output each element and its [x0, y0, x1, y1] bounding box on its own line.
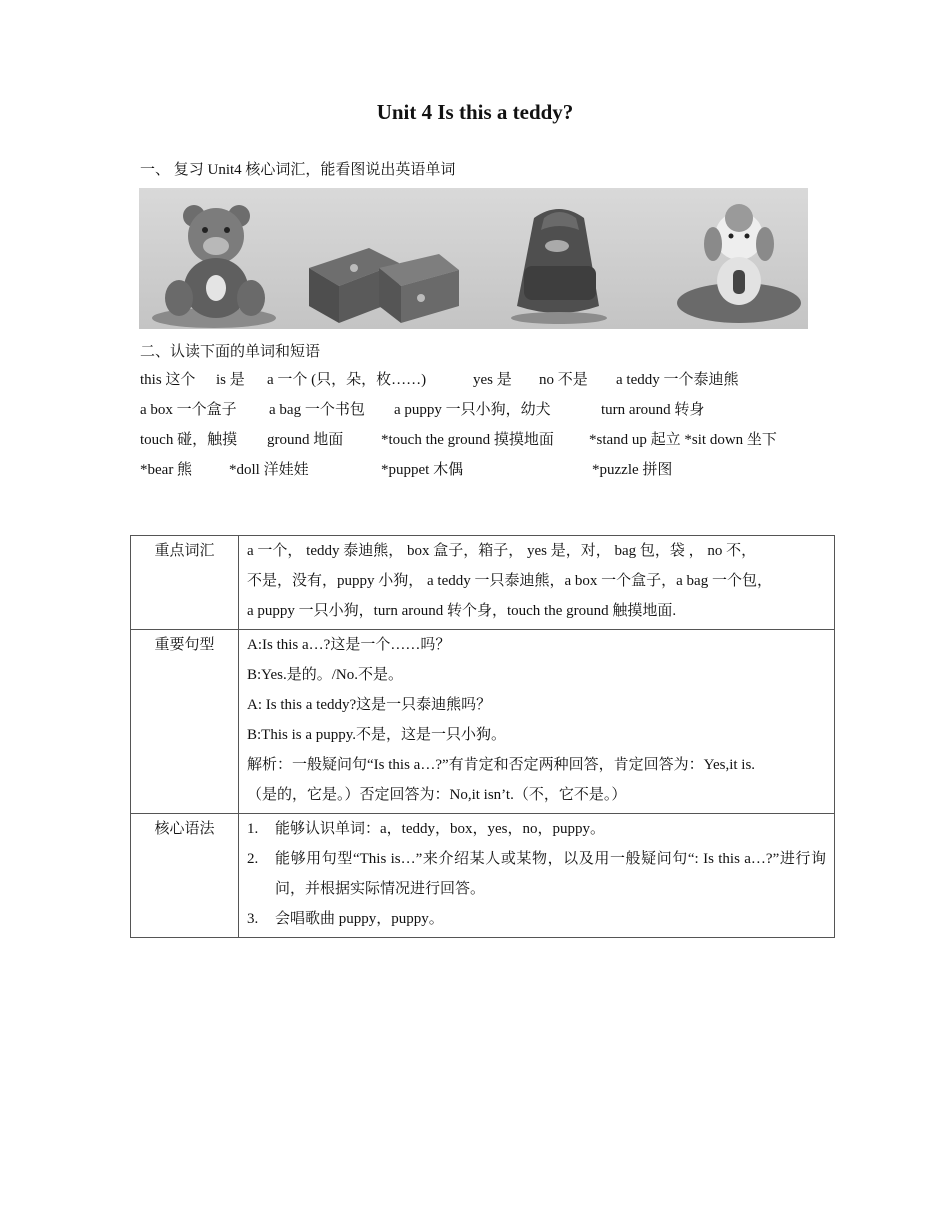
vocab-item: is 是	[216, 372, 245, 388]
content-line: （是的，它是。）否定回答为：No,it isn’t.（不，它不是。）	[247, 787, 627, 803]
vocab-item: no 不是	[539, 372, 588, 388]
page-title: Unit 4 Is this a teddy?	[376, 100, 574, 124]
content-line: B:Yes.是的。/No.不是。	[247, 667, 403, 683]
row-label: 重要句型	[131, 630, 239, 814]
table-row	[131, 630, 835, 814]
content-line: 解析：一般疑问句“Is this a…?”有肯定和否定两种回答，肯定回答为：Yes,it is.	[247, 757, 756, 773]
content-line: B:This is a puppy.不是，这是一只小狗。	[247, 727, 507, 743]
vocab-item: touch 碰，触摸	[140, 432, 238, 448]
vocab-item: *doll 洋娃娃	[229, 462, 309, 478]
vocab-item: a box 一个盒子	[140, 402, 237, 418]
vocab-item: a puppy 一只小狗，幼犬	[394, 402, 551, 418]
content-line: a 一个， teddy 泰迪熊， box 盒子，箱子， yes 是，对， bag 包，袋 ， no 不，	[247, 543, 757, 559]
list-item	[247, 844, 826, 904]
row-content	[239, 536, 835, 630]
table-row	[131, 814, 835, 938]
row-label: 核心语法	[131, 814, 239, 938]
list-item	[247, 814, 826, 844]
section-1-heading: 一、 复习 Unit4 核心词汇，能看图说出英语单词	[140, 162, 456, 178]
table-row	[131, 536, 835, 630]
list-number: 2.	[247, 851, 259, 867]
vocab-item: turn around 转身	[601, 402, 705, 418]
content-line: A:Is this a…?这是一个……吗？	[247, 637, 451, 653]
vocab-item: *puzzle 拼图	[592, 462, 673, 478]
content-line: a puppy 一只小狗，turn around 转个身，touch the ground 触摸地面.	[247, 603, 677, 619]
vocab-item: *touch the ground 摸摸地面	[381, 432, 554, 448]
list-text: 能够认识单词：a，teddy，box，yes，no，puppy。	[275, 821, 605, 837]
list-item	[247, 904, 826, 934]
content-line: 不是，没有，puppy 小狗， a teddy 一只泰迪熊，a box 一个盒子，a bag 一个包，	[247, 573, 772, 589]
list-text: 能够用句型“This is…”来介绍某人或某物，以及用一般疑问句“: Is this a…?”进行询问，并根据实际情况进行回答。	[275, 851, 826, 897]
row-content	[239, 630, 835, 814]
row-label: 重点词汇	[131, 536, 239, 630]
section-2-heading: 二、认读下面的单词和短语	[140, 344, 321, 360]
list-number: 1.	[247, 821, 259, 837]
vocab-item: a bag 一个书包	[269, 402, 365, 418]
row-content	[239, 814, 835, 938]
vocab-item: *puppet 木偶	[381, 462, 464, 478]
vocab-item: yes 是	[473, 372, 512, 388]
vocab-item: *stand up 起立 *sit down 坐下	[589, 432, 777, 448]
vocab-item: this 这个	[140, 372, 196, 388]
vocabulary-photo	[139, 188, 808, 329]
vocab-item: *bear 熊	[140, 462, 193, 478]
list-number: 3.	[247, 911, 259, 927]
summary-table	[130, 535, 835, 938]
vocab-item: ground 地面	[267, 432, 344, 448]
vocab-item: a teddy 一个泰迪熊	[616, 372, 739, 388]
vocab-item: a 一个 (只，朵，枚……)	[267, 372, 427, 388]
content-line: A: Is this a teddy?这是一只泰迪熊吗？	[247, 697, 492, 713]
list-text: 会唱歌曲 puppy，puppy。	[275, 911, 444, 927]
